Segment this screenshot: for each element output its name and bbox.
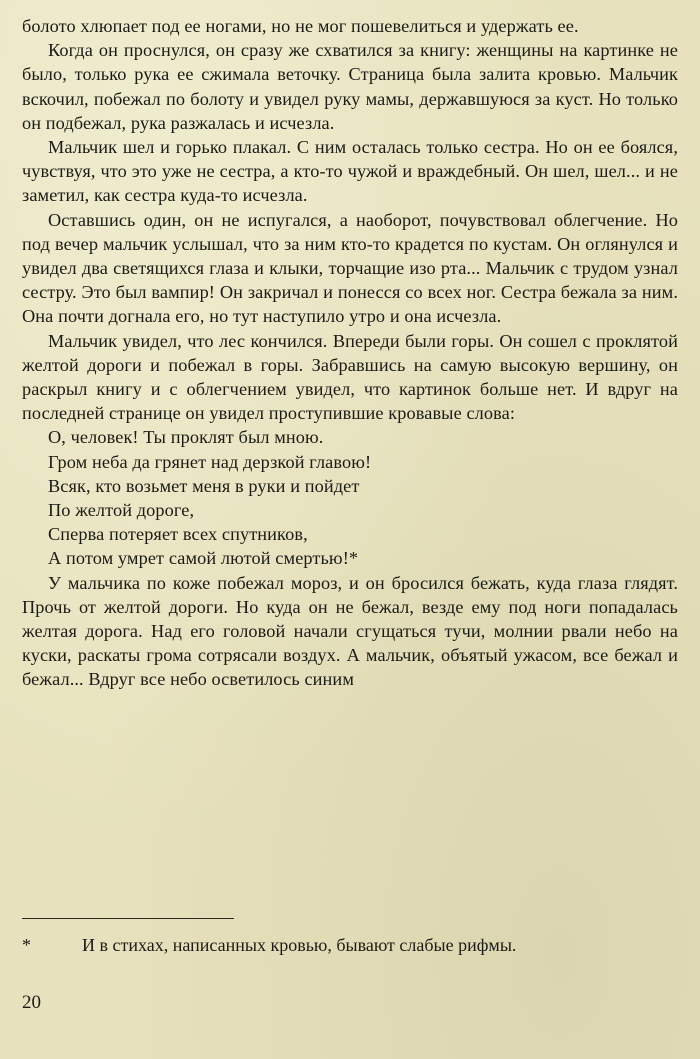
paragraph: Мальчик шел и горько плакал. С ним осталась только сестра. Но он ее боялся, чувствуя, что это уже не сестра, а кто-то чужой и враждебный. Он шел, шел... и не заметил, как сестра куда-то исчезла. bbox=[22, 137, 678, 206]
blood-verse bbox=[22, 425, 678, 570]
verse-line: Гром неба да грянет над дерзкой главою! bbox=[48, 451, 372, 472]
footnote-divider bbox=[22, 918, 234, 919]
footnote bbox=[22, 933, 678, 957]
page-number: 20 bbox=[22, 992, 41, 1013]
footnote-text: И в стихах, написанных кровью, бывают слабые рифмы. bbox=[82, 935, 517, 955]
paragraph: Когда он проснулся, он сразу же схватился за книгу: женщины на картинке не было, только рука ее сжимала веточку. Страница была залита кровью. Мальчик вскочил, побежал по болоту и увидел руку мамы, державшуюся за куст. Но только он подбежал, рука разжалась и исчезла. bbox=[22, 40, 678, 133]
paragraph-continuation: болото хлюпает под ее ногами, но не мог пошевелиться и удержать ее. bbox=[22, 16, 579, 36]
paragraph: Оставшись один, он не испугался, а наоборот, почувствовал облегчение. Но под вечер мальчик услышал, что за ним кто-то крадется по кустам. Он оглянулся и увидел два светящихся глаза и клыки, торчащие изо рта... Мальчик с трудом узнал сестру. Это был вампир! Он закричал и понесся со всех ног. Сестра бежала за ним. Она почти догнала его, но тут наступило утро и она исчезла. bbox=[22, 209, 678, 327]
verse-line: А потом умрет самой лютой смертью!* bbox=[48, 548, 359, 569]
paragraph: Мальчик увидел, что лес кончился. Впереди были горы. Он сошел с проклятой желтой дороги и побежал в горы. Забравшись на самую высокую вершину, он раскрыл книгу и с облегчением увидел, что картинок больше нет. И вдруг на последней странице он увидел проступившие кровавые слова: bbox=[22, 330, 678, 424]
page-body-text bbox=[22, 14, 678, 692]
paragraph: У мальчика по коже побежал мороз, и он бросился бежать, куда глаза глядят. Прочь от желтой дороги. Но куда он не бежал, везде ему под ноги попадалась желтая дорога. Над его головой начали сгущаться тучи, молнии рвали небо на куски, раскаты грома сотрясали воздух. А мальчик, объятый ужасом, все бежал и бежал... Вдруг все небо осветилось синим bbox=[22, 572, 678, 690]
footnote-marker: * bbox=[22, 935, 31, 955]
verse-line: По желтой дороге, bbox=[48, 500, 195, 521]
verse-line: Всяк, кто возьмет меня в руки и пойдет bbox=[48, 475, 360, 496]
verse-line: Сперва потеряет всех спутников, bbox=[48, 524, 308, 545]
verse-line: О, человек! Ты проклят был мною. bbox=[48, 427, 324, 448]
